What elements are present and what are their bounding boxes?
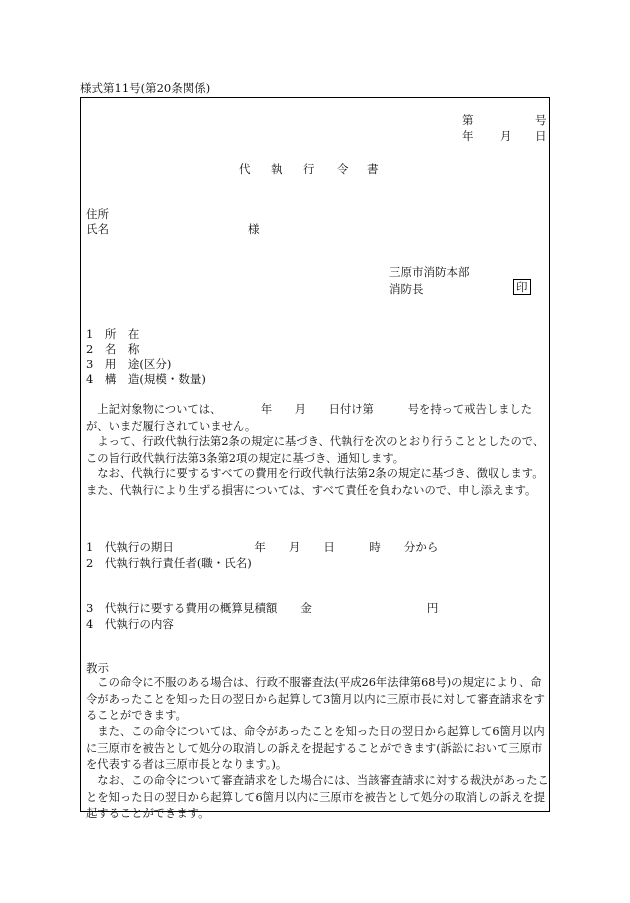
doc-number-go: 号: [535, 113, 547, 127]
issuer-org: 三原市消防本部: [389, 265, 470, 279]
doc-number-dai: 第: [462, 113, 474, 127]
item-number: 1: [86, 327, 94, 341]
item-label: 所 在: [104, 327, 140, 341]
body-paragraph-execution: よって、行政代執行法第2条の規定に基づき、代執行を次のとおり行うこととしたので、この旨行政代執行法第3条第2項の規定に基づき、通知します。: [86, 435, 545, 465]
date-day-label: 日: [535, 129, 547, 143]
title-char: 執: [271, 162, 283, 176]
date-year-label: 年: [462, 129, 474, 143]
name-label: 氏名: [86, 222, 109, 236]
notice-heading: 教示: [86, 661, 109, 675]
date-month-label: 月: [500, 129, 512, 143]
form-number-label: 様式第11号(第20条関係): [80, 81, 211, 95]
body-paragraph-costs: なお、代執行に要するすべての費用を行政代執行法第2条の規定に基づき、徴収します。また、代執行により生ずる損害については、すべて責任を負わないので、申し添えます。: [86, 467, 544, 497]
item-label: 用 途(区分): [104, 357, 172, 371]
notice-paragraph-after-review: なお、この命令について審査請求をした場合には、当該審査請求に対する裁決があったことを知った日の翌日から起算して6箇月以内に三原市を被告として処分の取消しの訴えを提起することができます。: [86, 774, 549, 820]
item-number: 4: [86, 372, 94, 386]
schedule-content-line: 4 代執行の内容: [86, 617, 174, 631]
honorific-sama: 様: [248, 222, 260, 236]
item-name: [86, 341, 139, 357]
notice-paragraph-lawsuit: また、この命令については、命令があったことを知った日の翌日から起算して6箇月以内に三原市を被告として処分の取消しの訴えを提起することができます(訴訟において三原市を代表する者は三原市長となります。)。: [86, 725, 545, 771]
item-number: 2: [86, 342, 94, 356]
title-char: 行: [303, 162, 315, 176]
item-structure: [86, 371, 206, 387]
address-label: 住所: [86, 207, 109, 221]
item-use: [86, 356, 171, 372]
notice-paragraph-review: この命令に不服のある場合は、行政不服審査法(平成26年法律第68号)の規定により、命令があったことを知った日の翌日から起算して3箇月以内に三原市長に対して審査請求をすることができます。: [86, 676, 545, 722]
issuer-role: 消防長: [389, 282, 424, 296]
body-paragraph-warning: 上記対象物については、 年 月 日付け第 号を持って戒告しましたが、いまだ履行されていません。: [86, 403, 533, 433]
item-number: 3: [86, 357, 94, 371]
schedule-date-line: 1 代執行の期日 年 月 日 時 分から: [86, 540, 439, 554]
document-title: [239, 161, 379, 177]
title-char: 令: [337, 162, 349, 176]
item-label: 構 造(規模・数量): [104, 372, 206, 386]
seal-mark: [513, 279, 531, 295]
schedule-officer-line: 2 代執行執行責任者(職・氏名): [86, 556, 252, 570]
seal-label: 印: [513, 279, 531, 295]
item-label: 名 称: [104, 342, 140, 356]
title-char: 代: [239, 162, 251, 176]
title-char: 書: [367, 162, 379, 176]
schedule-cost-line: 3 代執行に要する費用の概算見積額 金 円: [86, 601, 439, 615]
item-location: [86, 326, 139, 342]
